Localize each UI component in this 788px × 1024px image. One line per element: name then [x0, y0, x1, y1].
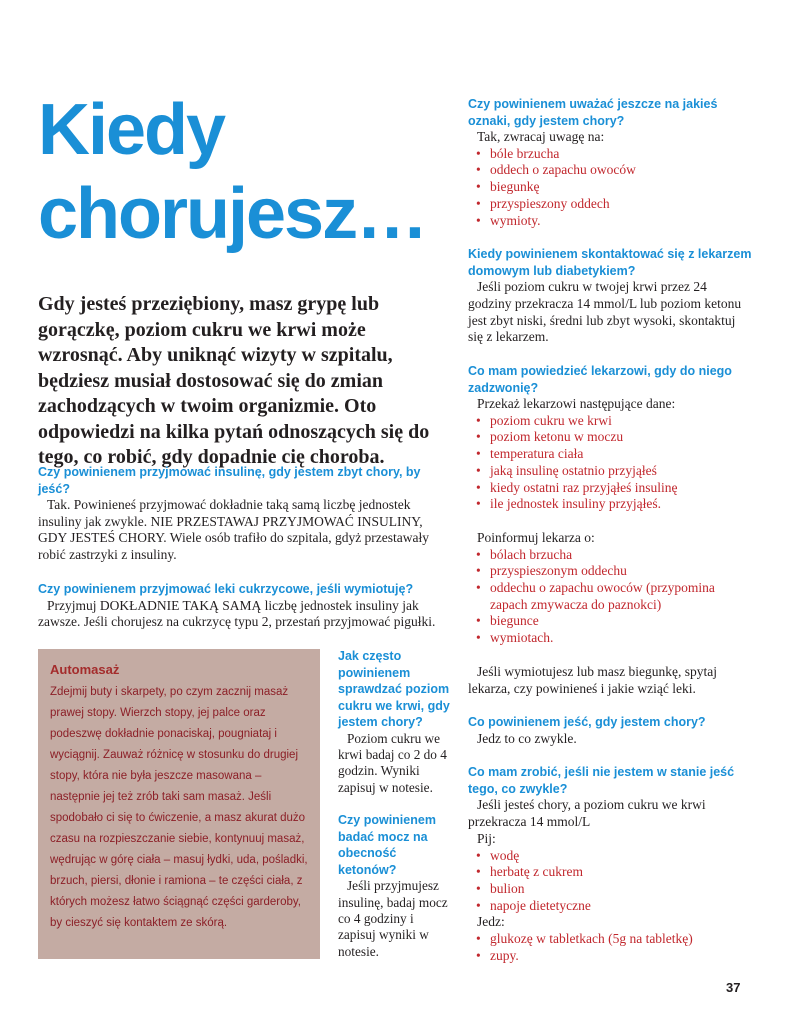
page-number: 37 — [726, 980, 741, 995]
qa-diabetes-meds-vomiting — [38, 581, 448, 631]
list-item: • biegunce — [468, 613, 753, 630]
middle-column — [338, 648, 450, 960]
answer: Poziom cukru we krwi badaj co 2 do 4 godzin. Wyniki zapisuj w notesie. — [338, 730, 447, 795]
list-item: • bólach brzucha — [468, 547, 753, 564]
question: Czy powinienem przyjmować insulinę, gdy jestem zbyt chory, by jeść? — [38, 465, 421, 496]
question: Czy powinienem badać mocz na obecność ketonów? — [338, 813, 436, 877]
answer-intro: Tak, zwracaj uwagę na: — [477, 129, 605, 144]
title-line-1: Kiedy — [38, 90, 225, 170]
box-title: Automasaż — [50, 662, 120, 677]
page-title — [38, 88, 458, 256]
answer: Jeśli jesteś chory, a poziom cukru we krwi przekracza 14 mmol/L — [468, 797, 706, 830]
list-item: • herbatę z cukrem — [468, 864, 753, 881]
list-item: • napoje dietetyczne — [468, 898, 753, 915]
question: Co mam powiedzieć lekarzowi, gdy do niego zadzwonię? — [468, 364, 732, 395]
list-item: • kiedy ostatni raz przyjąłeś insulinę — [468, 480, 753, 497]
list-item: • zupy. — [468, 948, 753, 965]
drinks-list — [468, 848, 753, 915]
answer-intro-2: Poinformuj lekarza o: — [477, 529, 595, 545]
right-column — [468, 96, 753, 982]
list-item: • jaką insulinę ostatnio przyjąłeś — [468, 463, 753, 480]
list-item: • ile jednostek insuliny przyjąłeś. — [468, 496, 753, 513]
list-item: • bóle brzucha — [468, 146, 753, 163]
qa-glucose-frequency — [338, 648, 450, 796]
list-item: • biegunkę — [468, 179, 753, 196]
question: Co mam zrobić, jeśli nie jestem w stanie jeść tego, co zwykle? — [468, 765, 735, 796]
qa-what-to-tell-doctor — [468, 363, 753, 697]
list-item: • wymioty. — [468, 213, 753, 230]
symptoms-to-report-list — [468, 547, 753, 647]
answer: Jeśli przyjmujesz insulinę, badaj mocz co 4 godziny i zapisuj wyniki w notesie. — [338, 878, 448, 959]
data-to-report-list — [468, 413, 753, 513]
list-item: • przyspieszonym oddechu — [468, 563, 753, 580]
question: Kiedy powinienem skontaktować się z lekarzem domowym lub diabetykiem? — [468, 247, 752, 278]
qa-ketone-urine — [338, 812, 450, 960]
answer-intro: Przekaż lekarzowi następujące dane: — [477, 396, 676, 412]
list-item: • poziom ketonu w moczu — [468, 429, 753, 446]
question: Czy powinienem przyjmować leki cukrzycowe, jeśli wymiotuję? — [38, 582, 414, 596]
self-massage-box — [38, 649, 320, 959]
list-item: • oddechu o zapachu owoców (przypomina zapach zmywacza do paznokci) — [468, 580, 753, 613]
answer: Jeśli poziom cukru w twojej krwi przez 24 godziny przekracza 14 mmol/L lub poziom ketonu jest zbyt niski, średni lub zbyt wysoki, skontaktuj się z lekarzem. — [468, 279, 742, 345]
qa-warning-signs — [468, 96, 753, 229]
answer-outro: Jeśli wymiotujesz lub masz biegunkę, spytaj lekarza, czy powinieneś i jakie wziąć leki. — [468, 663, 717, 696]
list-item: • wymiotach. — [468, 630, 753, 647]
list-item: • przyspieszony oddech — [468, 196, 753, 213]
answer: Przyjmuj DOKŁADNIE TAKĄ SAMĄ liczbę jednostek insuliny jak zawsze. Jeśli chorujesz na cukrzycę typu 2, przestań przyjmować pigułki. — [38, 597, 436, 630]
box-text: Zdejmij buty i skarpety, po czym zacznij masaż prawej stopy. Wierzch stopy, jej palce oraz podeszwę dokładnie ponaciskaj, pougniataj i wyciągnij. Zauważ różnicę w stosunku do drugiej stopy, która nie była jeszcze masowana – następnie jej też zrób taki sam masaż. Jeśli spodobało ci się to ćwiczenie, a masz akurat dużo czasu na rozpieszczanie siebie, kontynuuj masaż, wędrując w górę ciała – masuj łydki, uda, pośladki, brzuch, piersi, dłonie i ramiona – te części ciała, z których możesz łatwo ściągnąć części garderoby, by cieszyć się kontaktem ze skórą. — [50, 686, 308, 929]
qa-what-to-eat — [468, 714, 753, 747]
question: Czy powinienem uważać jeszcze na jakieś oznaki, gdy jestem chory? — [468, 97, 718, 128]
answer: Tak. Powinieneś przyjmować dokładnie taką samą liczbę jednostek insuliny jak zwykle. NIE PRZESTAWAJ PRZYJMOWAĆ INSULINY, GDY JESTEŚ CHORY. Wiele osób trafiło do szpitala, gdyż przestawały robić zastrzyki z insuliny. — [38, 497, 430, 563]
answer: Jedz to co zwykle. — [477, 730, 577, 746]
question: Jak często powinienem sprawdzać poziom cukru we krwi, gdy jestem chory? — [338, 649, 450, 729]
eat-label: Jedz: — [477, 914, 505, 930]
list-item: • glukozę w tabletkach (5g na tabletkę) — [468, 931, 753, 948]
qa-cannot-eat — [468, 764, 753, 964]
intro-paragraph: Gdy jesteś przeziębiony, masz grypę lub gorączkę, poziom cukru we krwi może wzrosnąć. Aby uniknąć wizyty w szpitalu, będziesz musiał dostosować się do zmian zachodzących w twoim organizmie. Oto odpowiedzi na kilka pytań odnoszących się do tego, co robić, gdy dopadnie cię choroba. — [38, 293, 430, 468]
drink-label: Pij: — [477, 830, 496, 846]
qa-contact-doctor — [468, 246, 753, 346]
list-item: • oddech o zapachu owoców — [468, 162, 753, 179]
title-line-2: chorujesz… — [38, 174, 427, 254]
qa-insulin-when-sick — [38, 464, 448, 564]
list-item: • temperatura ciała — [468, 446, 753, 463]
list-item: • wodę — [468, 848, 753, 865]
foods-list — [468, 931, 753, 964]
question: Co powinienem jeść, gdy jestem chory? — [468, 715, 706, 730]
list-item: • bulion — [468, 881, 753, 898]
list-item: • poziom cukru we krwi — [468, 413, 753, 430]
warning-signs-list — [468, 146, 753, 230]
